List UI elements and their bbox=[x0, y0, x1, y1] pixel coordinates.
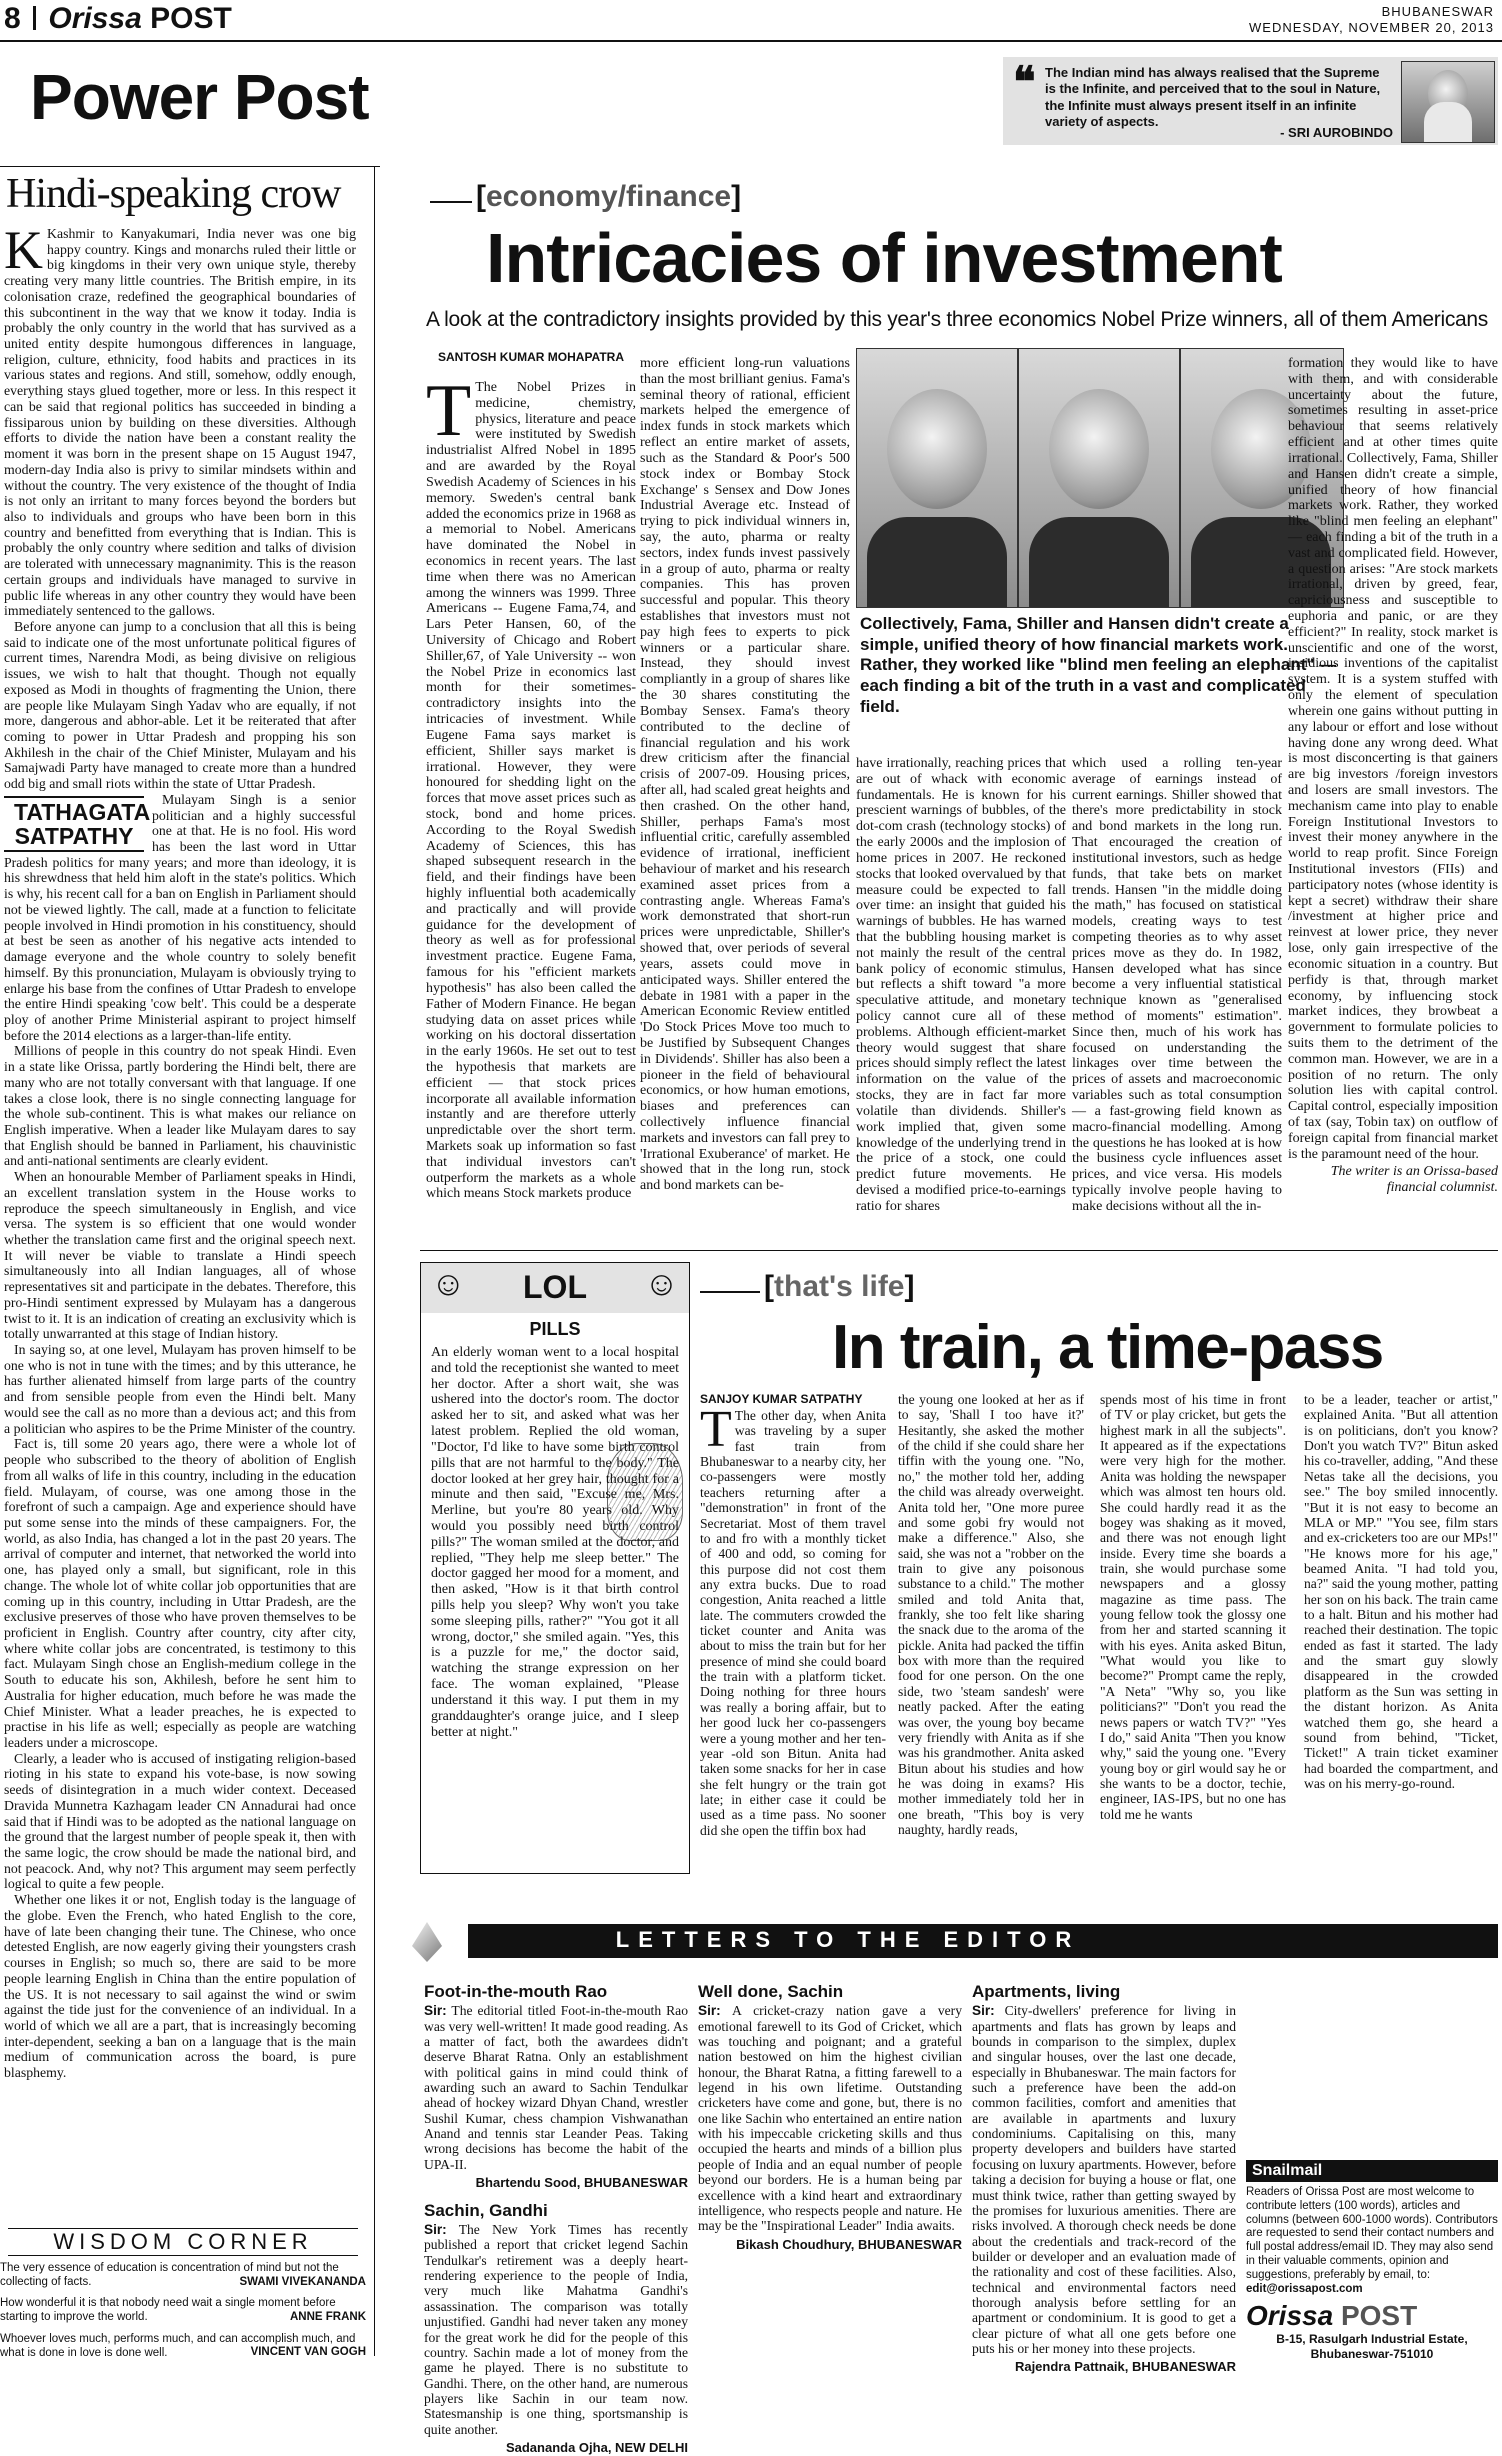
snailmail-box bbox=[1246, 2160, 1498, 2361]
snailmail-address bbox=[1246, 2332, 1498, 2361]
economy-author-note: The writer is an Orissa-based financial columnist. bbox=[1330, 1164, 1498, 1196]
left-para-3: Mulayam Singh is a senior politician and a highly successful one at that. He is no fool. His word has been the last word in Uttar Pradesh politics for many years; and more than ideology, it is his shrewdness that held him aloft in the state's politics. Which is why, his recent call for a ban on English in Parliament should not be viewed lightly. The call, made at a function to felicitate people involved in Hindi promotion in his constituency, should at best be seen as another of his negative acts intended to damage everyone and the whole country to solely benefit himself. By this pronunciation, Mulayam is obviously trying to enlarge his base from the confines of Uttar Pradesh to envelope the entire Hindi speaking 'cow belt'. This could be a desperate ploy of another Prime Ministerial aspirant to project himself before the 2014 elections as a larger-than-life entity. bbox=[4, 791, 357, 1043]
letter-1-title: Foot-in-the-mouth Rao bbox=[424, 1982, 608, 2001]
train-kicker: that's life bbox=[774, 1270, 905, 1303]
address-line-2: Bhubaneswar-751010 bbox=[1310, 2346, 1434, 2361]
portrait-aurobindo bbox=[1401, 61, 1495, 143]
snailmail-logo bbox=[1246, 2300, 1498, 2332]
snailmail-body: Readers of Orissa Post are most welcome to contribute letters (100 words), articles and columns (between 600-1000 words). Contributors are requested to send their contact numbers and full postal address/email ID. They may also send in their valuable comments, opinion and suggestions, preferably by email, to: bbox=[1246, 2186, 1498, 2281]
letter-4-sir: Sir: bbox=[972, 2003, 995, 2019]
wisdom-title: WISDOM CORNER bbox=[8, 2228, 358, 2256]
train-kicker-row bbox=[700, 1270, 915, 1304]
left-column-top-rule bbox=[0, 166, 380, 167]
page-number: 8 bbox=[4, 2, 21, 35]
lol-subtitle: PILLS bbox=[529, 1319, 581, 1339]
train-col-4: to be a leader, teacher or artist," explained Anita. "But all attention is on politicians, don't you know? Don't you watch TV?" Bitun asked his co-traveller, adding, "And these Netas take all the decisions, you see." The boy smiled innocently. "But it is not easy to become an MLA or MP." "You see, film stars and ex-cricketers too are our MPs!" "He knows more for his age," beamed Anita. "I had told you, na?" said the young mother, patting her son on his back. The train came to a halt. Bitun and his mother had reached their destination. The topic ended as fast it started. The lady and the smart guy slowly disappeared in the crowded platform as the Sun was setting in the distant horizon. As Anita watched them go, she heard a sound from behind, "Ticket, Ticket!" A train ticket examiner had boarded the compartment, and was on his merry-go-round. bbox=[1304, 1392, 1498, 1791]
snailmail-email-link[interactable]: edit@orissapost.com bbox=[1246, 2282, 1363, 2295]
left-para-6: In saying so, at one level, Mulayam has proven himself to be one who is not in tune with the times; and by this utterance, he has further alienated himself from large parts of the country and from sensible people from even the Hindi belt. Many would see the call as no more than a devious act; and this from a politician who aspires to be the Prime Minister of the country. bbox=[4, 1342, 356, 1436]
kicker-line bbox=[430, 201, 472, 203]
economy-headline: Intricacies of investment bbox=[486, 219, 1282, 297]
economy-col-4: which used a rolling ten-year average of earnings instead of current earnings. Shiller showed that there's more predictability in stock and bond markets in the long run. That encouraged the creation of institutional investors, such as hedge funds, that take bets on market trends. Hansen "in the middle doing the math," has focused on statistical models, creating ways to test competing theories as to why asset prices move as they do. In 1982, Hansen developed what has since become a very influential statistical technique known as "generalised method of moments" estimation". Since then, much of his work has focused on understanding the linkages over time between the prices of assets and macroeconomic variables such as total consumption — a fast-growing field known as macro-financial modelling. Among the questions he has looked at is how the business cycle influences asset prices, and vice versa. His models typically involve people having to make decisions without all the in- bbox=[1072, 756, 1282, 1214]
paper-name-suffix: POST bbox=[150, 2, 232, 35]
lol-title: LOL bbox=[523, 1269, 587, 1305]
train-col-1 bbox=[700, 1401, 886, 1838]
snailmail-logo-suffix: POST bbox=[1340, 2300, 1418, 2332]
masthead-rule bbox=[0, 40, 1502, 42]
letter-3-title: Well done, Sachin bbox=[698, 1982, 844, 2001]
wisdom-quote-3 bbox=[0, 2333, 366, 2358]
photo-shiller bbox=[1018, 348, 1180, 608]
photo-fama bbox=[856, 348, 1018, 608]
drop-cap-train: T bbox=[700, 1401, 732, 1458]
snailmail-logo-name: Orissa bbox=[1246, 2300, 1334, 2332]
masthead-left bbox=[4, 2, 232, 36]
economy-col-3: have irrationally, reaching prices that are out of whack with economic fundamentals. He is known for his prescient warnings of bubbles, of the dot-com crash (technology stocks) of the early 2000s and the implosion of home prices in 2007. He reckoned stocks that looked overvalued by that measure could be expected to fall over time: an insight that guided his warnings of bubbles. He has warned that the bubbling housing market is not mainly the result of the central bank policy of economic stimulus, but reflects a shift toward "a more speculative attitude, and monetary policy cannot cure all of these problems. Although efficient-market theory would suggest that share prices should simply reflect the latest information on the value of the stocks, they are in fact far more volatile than dividends. Shiller's work implied that, given some knowledge of the underlying trend in the price of a stock, one could predict future movements. He devised a modified price-to-earnings ratio for shares bbox=[856, 756, 1066, 1214]
kicker-bracket-open: [ bbox=[476, 180, 486, 213]
photo-caption: Collectively, Fama, Shiller and Hansen didn't create a simple, unified theory of how financial markets work. Rather, they worked like "blind men feeling an elephant" — each finding a bit of the truth in a vast and complicated field. bbox=[860, 614, 1337, 716]
letters-pen-icon bbox=[384, 1918, 474, 1966]
train-bracket-close: ] bbox=[904, 1270, 915, 1303]
quote-mark-icon: ❝ bbox=[1013, 58, 1036, 105]
letter-4-signature: Rajendra Pattnaik, BHUBANESWAR bbox=[1014, 2359, 1236, 2375]
snailmail-title: Snailmail bbox=[1246, 2160, 1498, 2182]
suit-shiller bbox=[1029, 517, 1169, 607]
letter-3-sir: Sir: bbox=[698, 2003, 721, 2019]
economy-kicker-row bbox=[430, 180, 1498, 214]
lol-text: An elderly woman went to a local hospital and told the receptionist she wanted to meet her doctor. After a short wait, she was ushered into the doctor's room. The doctor asked her to sit, and asked what was her latest problem. Replied the old woman, "Doctor, I'd like to have some birth control pills that are not harmful to the body." The doctor looked at her grey hair, thought for a minute and then said, "Excuse me, Mrs. Merline, but you're 80 years old. Why would you possibly need birth control pills?" The woman smiled at the doctor, and replied, "They help me sleep better." The doctor gagged her mood for a moment, and then asked, "How is it that birth control pills help you sleep? Why won't you take some sleeping pills, rather?" "You got it all wrong, doctor," she smiled again. "Yes, this is a puzzle for me," the doctor said, watching the strange expression on her face. The woman explained, "Please understand it this way. I put them in my granddaughter's orange juice, and I sleep better at night." bbox=[431, 1345, 679, 1740]
left-para-7: Fact is, till some 20 years ago, there were a whole lot of people who subscribed to the theory of abolition of English from all walks of life in this country, including in the education field. Mulayam, of course, was one among those in the forefront of such a campaign. Age and experience should have put some sense into the minds of these campaigners. For, the world, as also India, has changed a lot in the past 20 years. The arrival of computer and internet, that networked the world into one, has played only a small, but significant, role in this change. The whole lot of white collar job opportunities that are coming up in this country, including in Uttar Pradesh, are the exclusive preserves of those who have proven themselves to be proficient in English. Country after country, city after city, where white collar jobs are concentrated, is testimony to this fact. Mulayam Singh chose an English-medium college in the South to educate his son, Akhilesh, before he sent him to Australia for higher education, much before he was made the Chief Minister. What a leader preaches, he is expected to practise in his life as well; especially as people are watching leaders under a microscope. bbox=[4, 1436, 356, 1750]
pen-nib-shape bbox=[412, 1922, 442, 1962]
wisdom-quote-text-3: Whoever loves much, performs much, and can accomplish much, and what is done in love is done well. bbox=[0, 2332, 356, 2358]
city-label: BHUBANESWAR bbox=[1381, 4, 1494, 19]
train-col-1-text: The other day, when Anita was traveling by a super fast train from Bhubaneswar to a nearby city, her co-passengers were mostly teachers returning after a "demonstration" in front of the Secretariat. Most of them travel to and fro with a monthly ticket of 400 and odd, so coming for this purpose did not cost them any extra bucks. Due to road congestion, Anita reached a little late. The commuters crowded the ticket counter and Anita was about to miss the train but for her presence of mind she could board the train with a platform ticket. Doing nothing for three hours was really a boring affair, but to her good luck her co-passengers were a young mother and her ten-year -old son Bitun. Anita had taken some snacks for her in case she felt hungry or the train got late; in either case it could be used as a time pass. No sooner did she open the tiffin box had bbox=[700, 1408, 886, 1838]
economy-kicker: economy/finance bbox=[486, 180, 732, 213]
economy-byline: SANTOSH KUMAR MOHAPATRA bbox=[438, 350, 624, 364]
wisdom-quote-2 bbox=[0, 2297, 366, 2324]
wisdom-quote-text-2: How wonderful it is that nobody need wait a single moment before starting to improve the world. bbox=[0, 2297, 336, 2324]
suit-fama bbox=[867, 517, 1007, 607]
left-column-divider bbox=[374, 166, 375, 2356]
left-para-1: Kashmir to Kanyakumari, India never was one big happy country. Kings and monarchs ruled their little or big kingdoms in their very own unique style, thereby creating very many little countries. The British empire, in its colonisation craze, redefined the geographical boundaries of this subcontinent in the way that we know it today. India is probably the only country in the world that has survived as a united entity despite humongous differences in language, religion, culture, ethnicity, food habits and practices in its various states and regions. And still, somehow, oddly enough, everything stays glued together, more or less. In this respect it can be said that regional politics has succeeded in binding a fissiparous union by building on these diversities. Although efforts to divide the nation have been a constant reality the moment it was born in the present shape on 15 August 1947, modern-day India also is privy to similar mindsets within and without the country. The very existence of the thought of India is not only an irritant to many forces beyond the borders but also to individuals and groups who have been born in this country and benefitted from everything that is Indian. This is probably the only country where sedition and talks of division are tolerated with unnecessary magnanimity. This is the reason certain groups and individuals have managed to survive in public life whereas in any other country they would have been immediately sentenced to the gallows. bbox=[4, 226, 356, 619]
letter-col-2 bbox=[698, 1982, 962, 2252]
kicker-bracket-close: ] bbox=[731, 180, 742, 213]
left-para-9: Whether one likes it or not, English today is the language of the globe. Even the French, who hated English to the core, have of late been changing their tune. The Chinese, who once detested English, are now eagerly giving their youngsters crash courses in English; so much so, there are said to be more people learning English in China than the entire population of the US. It is not necessary to sail against the wind or swim against the tide just for the convenience of an individual. In a world of which we all are a part, that is increasingly becoming inter-dependent, seeking a ban on a language that is the main medium of communication across the board, is pure blasphemy. bbox=[4, 1892, 356, 2081]
author-box bbox=[4, 796, 151, 852]
laugh-icon-left: ☺ bbox=[431, 1265, 466, 1303]
lol-box bbox=[420, 1262, 690, 1874]
train-headline: In train, a time-pass bbox=[832, 1313, 1383, 1382]
train-byline: SANJOY KUMAR SATPATHY bbox=[700, 1392, 863, 1406]
face-shiller bbox=[1049, 389, 1149, 509]
quote-box bbox=[1003, 57, 1498, 145]
address-line-1: B-15, Rasulgarh Industrial Estate, bbox=[1276, 2332, 1468, 2347]
letter-1-signature: Bhartendu Sood, BHUBANESWAR bbox=[475, 2175, 688, 2191]
economy-col-5-text: formation they would like to have with them, and with considerable uncertainty about the future, sometimes resulting in asset-price behaviour that seems relatively efficient and at other times quite irrational. Collectively, Fama, Shiller and Hansen didn't create a simple, unified theory of how financial markets work. Rather, they worked like "blind men feeling an elephant" — each finding a bit of the truth in a vast and complicated field. However, a question arises: "Are stock markets irrational, driven by greed, fear, capriciousness and susceptible to euphoria and panic, or are they efficient?" In reality, stock market is unscientific and one of the worst, insidious inventions of the capitalist system. It is a system stuffed with only the element of speculation wherein one gains without putting in any labour or effort and lose without having done any wrong deed. What is most disconcerting is that gainers are big investors /foreign investors and losers are small investors. The mechanism came into play to enable Foreign Institutional Investors to invest their money anywhere in the world to reap profit. Since Foreign Institutional investors (FIIs) and participatory notes (whose identity is kept a secret) withdraw their share /investment at higher price and reinvest at lower price, they never lose, only gain irrespective of the economic situation in a country. But perfidy is that, through market economy, by influencing stock market indices, they browbeat a government to formulate policies to suits them to the detriment of the common man. However, we are in a position of no return. The only solution lies with capital control. Capital control, especially imposition of tax (say, Tobin tax) on outflow of foreign capital from financial market is the paramount need of the hour. bbox=[1288, 356, 1498, 1162]
author-first-name: TATHAGATA bbox=[14, 798, 151, 825]
left-para-5: When an honourable Member of Parliament speaks in Hindi, an excellent translation system in the House works to reproduce the speech simultaneously in English, and vice versa. The system is so efficient that one would wonder whether the translation came first and the original speech next. It will never be viable to translate a Hindi speech simultaneously into all Indian languages, all of whose representatives sit and participate in the debates. Therefore, this pro-Hindi sentiment expressed by Mulayam has a dangerous twist to it. It is an indication of creating an exclusivity which is totally unwarranted at this stage of Indian history. bbox=[4, 1169, 356, 1342]
snailmail-text bbox=[1246, 2186, 1498, 2296]
letter-3-text: A cricket-crazy nation gave a very emotional farewell to its God of Cricket, which was touching and poignant; and a grateful nation bestowed on him the highest civilian honour, the Bharat Ratna, a fitting farewell to a legend in his own lifetime. Outstanding cricketers have come and gone, but, there is no one like Sachin who entertained an entire nation with his impeccable cricketing skills and thus occupied the hearts and minds of a billion plus people of India and an equal number of people beyond our borders. He is a human being par excellence with a kind heart and extraordinary intelligence, who respects people and nature. He may be the "Inspirational Leader" India awaits. bbox=[698, 2003, 962, 2234]
quote-author: - SRI AUROBINDO bbox=[1280, 125, 1393, 140]
train-bracket-open: [ bbox=[764, 1270, 774, 1303]
wisdom-author-2: ANNE FRANK bbox=[289, 2310, 366, 2323]
economy-col-2: more efficient long-run valuations than the most brilliant genius. Fama's seminal theory of rational, efficient markets helped the emergence of index funds in stock markets which reflect an entire market of assets, such as the Standard & Poor's 500 stock index or Bombay Stock Exchange' s Sensex and Dow Jones Industrial Average etc. Instead of trying to pick individual winners in, say, the auto, pharma or realty sectors, index funds invest passively in a group of auto, pharma or realty companies. This has proven successful and popular. This theory establishes that investors must not pay high fees to experts to pick winners or a particular share. Instead, they should invest compliantly in a group of shares like the 30 shares constituting the Bombay Sensex. Fama's theory contributed to the decline of financial regulation and his work drew criticism after the financial crisis of 2007-09. Housing prices, after all, had scaled great heights and then crashed. On the other hand, Shiller, perhaps Fama's most influential critic, carefully assembled evidence of irrational, inefficient behaviour of market and his research examined asset prices from a contrasting angle. Whereas Fama's work demonstrated that short-run prices were unpredictable, Shiller's showed that, over periods of several years, assets could move in anticipated ways. Shiller entered the debate in 1981 with a paper in the American Economic Review entitled 'Do Stock Prices Move too much to be Justified by Subsequent Changes in Dividends'. Shiller has also been a pioneer in the field of behavioural economics, or how human emotions, biases and preferences can collectively influence financial markets and investors can fall prey to 'Irrational Exuberance' of market. He showed that in the long run, stock and bond markets can be- bbox=[640, 356, 850, 1194]
left-para-8: Clearly, a leader who is accused of instigating religion-based rioting in his state to expand his vote-base, is now sowing seeds of disintegration in a much wider context. Deceased Dravida Munnetra Kazhagam leader CN Annadurai had once said that if Hindi was to be adopted as the national language on the ground that the largest number of people speak it, then with the same logic, the crow should be made the national bird, and not peacock. And, why not? This argument may seem perfectly logical to quite a few people. bbox=[4, 1750, 356, 1892]
letters-banner-title: LETTERS TO THE EDITOR bbox=[615, 1927, 1081, 1952]
letter-2-title: Sachin, Gandhi bbox=[424, 2200, 548, 2220]
economy-deck: A look at the contradictory insights provided by this year's three economics Nobel Prize winners, all of them Americans bbox=[426, 308, 1488, 331]
economy-col-1-text: The Nobel Prizes in medicine, chemistry, physics, literature and peace were instituted by Swedish industrialist Alfred Nobel in 1895 and are awarded by the Royal Swedish Academy of Sciences in his memory. Sweden's central bank added the economics prize in 1968 as a memorial to Nobel. Americans have dominated the Nobel in economics in recent years. The last time when there was no American among the winners was 1999. Three Americans -- Eugene Fama,74, and Lars Peter Hansen, 60, of the University of Chicago and Robert Shiller,67, of Yale University -- won the Nobel Prize in economics last month for their sometimes-contradictory insights into the intricacies of investment. While Eugene Fama says market is efficient, Shiller says market is irrational. However, they were honoured for shedding light on the forces that move asset prices such as stock, bond and home prices. According to the Royal Swedish Academy of Sciences, this has shaped subsequent research in the field, and their findings have been highly influential both academically and practically and will provide guidance for the development of theory as well as for professional investment practice. Eugene Fama, famous for his "efficient markets hypothesis" has also been called the Father of Modern Finance. He began studying data on asset prices while working on his doctoral dissertation in the early 1960s. He set out to test the hypothesis that markets are efficient — that stock prices incorporate all available information instantly and are therefore utterly unpredictable over the short term. Markets soak up information so fast that individual investors can't outperform the markets as a whole which means Stock markets produce bbox=[426, 380, 636, 1202]
author-last-name: SATPATHY bbox=[14, 823, 134, 850]
train-col-3: spends most of his time in front of TV or play cricket, but gets the highest mark in all the subjects". It appeared as if the expectations were very high for the mother. Anita was holding the newspaper which was almost ten hours old. She could hardly read it as the bogey was shaking as it moved, and there was not enough light inside. Every time she boards a train, she would purchase some newspapers and a glossy magazine as time pass. The young fellow took the glossy one from her and started scanning it with his eyes. Anita asked Bitun, "What would you like to become?" Prompt came the reply, "A Neta" "Why so, you like politicians?" "Don't you read the news papers or watch TV?" "Yes I do," said Anita "Then you know why," said the young one. "Every young boy or girl would say he or she wants to be a doctor, techie, engineer, IAS-IPS, but no one has told me he wants bbox=[1100, 1392, 1286, 1822]
wisdom-quote-1 bbox=[0, 2262, 366, 2289]
letter-2-sir: Sir: bbox=[424, 2222, 447, 2238]
face-fama bbox=[887, 389, 987, 509]
nobel-photos bbox=[856, 348, 1342, 606]
train-kicker-line bbox=[700, 1291, 760, 1293]
letters-banner bbox=[384, 1918, 1498, 1966]
train-col-2: the young one looked at her as if to say, 'Shall I too have it?' Hesitantly, she asked the mother of the child if she could share her tiffin with the young one. "No, no," the mother told her, adding the child was already overweight. Anita told her, "One more puree and some gobi fry would not make a difference." Also, she said, she was not a "robber on the train to give any poisonous substance to a child." The mother smiled and told Anita that, frankly, she too felt like sharing the snack due to the aroma of the pickle. Anita had packed the tiffin box with more than the required food for one person. On the one side, two 'steam sandesh' were neatly packed. After the eating was over, the young boy became very friendly with Anita as if she was his grandmother. Anita asked Bitun about his studies and how he was doing in exams? His mother immediately told her in one breath, "This boy is very naughty, hardly reads, bbox=[898, 1392, 1084, 1838]
masthead-right bbox=[1249, 4, 1494, 37]
wisdom-author-3: VINCENT VAN GOGH bbox=[250, 2346, 366, 2358]
economy-col-5 bbox=[1288, 356, 1498, 1196]
drop-cap-t: T bbox=[426, 370, 472, 452]
wisdom-quote-text-1: The very essence of education is concentration of mind but not the collecting of facts. bbox=[0, 2262, 339, 2288]
portrait-beard bbox=[1424, 102, 1472, 142]
wisdom-author-1: SWAMI VIVEKANANDA bbox=[239, 2275, 366, 2288]
masthead-divider bbox=[33, 6, 36, 30]
letter-1-text: The editorial titled Foot-in-the-mouth Rao was very well-written! It made good reading. As a matter of fact, both the awardees didn't deserve Bharat Ratna. Only an establishment with political gains in mind could think of awarding such an award to Sachin Tendulkar ahead of hockey wizard Dhyan Chand, wrestler Sushil Kumar, chess champion Vishwanathan Anand and tennis star Leander Peas. Taking wrong decisions has become the habit of the UPA-II. bbox=[424, 2003, 688, 2172]
wisdom-corner bbox=[0, 2226, 366, 2358]
laugh-icon-right: ☺ bbox=[644, 1265, 679, 1303]
section-title: Power Post bbox=[30, 61, 369, 133]
paper-name: Orissa bbox=[48, 2, 142, 35]
letter-1-sir: Sir: bbox=[424, 2003, 447, 2019]
letter-4-text: City-dwellers' preference for living in apartments and flats has grown by leaps and bounds in comparison to the simplex, duplex and singular houses, over the last one decade, especially in Bhubaneswar. The main factors for such a preference have been the add-on common facilities, comfort and amenities that are available in apartments and luxury condominiums. Capitalising on this, many property developers and builders have started focusing on luxury apartments. However, before taking a decision for buying a house or flat, one must think twice, rather than getting swayed by the promises for luxurious amenities. There are risks involved. A thorough check needs be done about the credentials and track-record of the builder or developer and an evaluation made of the rationality and cost of these facilities. Also, technical and environmental factors need thorough analysis before settling for an apartment or condominium. It is good to get a clear picture of what all one gets before one puts his or her money into these projects. bbox=[972, 2003, 1237, 2357]
letter-3-signature: Bikash Choudhury, BHUBANESWAR bbox=[736, 2236, 962, 2252]
letter-2-text: The New York Times has recently published a report that cricket legend Sachin Tendulkar's retirement was a deeply heart-rendering experience to the people of India, very much like Mahatma Gandhi's assassination. The comparison was totally unjustified. Gandhi had never taken any money for the great work he did for the people of this country. Sachin made a lot of money from the game he played. There is no substitute to Gandhi. There, on the other hand, are numerous players like Sachin in our team now. Statesmanship is one thing, sportsmanship is quite another. bbox=[424, 2222, 688, 2437]
left-column-body bbox=[4, 220, 357, 2081]
drop-cap-k: K bbox=[4, 220, 43, 280]
economy-bottom-rule bbox=[420, 1250, 1498, 1251]
quote-text: The Indian mind has always realised that the Supreme is the Infinite, and perceived that to the soul in Nature, the Infinite must always present itself in an infinite variety of aspects. bbox=[1045, 65, 1381, 129]
left-headline: Hindi-speaking crow bbox=[6, 171, 341, 217]
left-para-2: Before anyone can jump to a conclusion that all this is being said to indicate one of the most unfortunate political figures of current times, Narendra Modi, as being divisive on religious issues, we wish to halt that thought. Though not equally exposed as Modi in thoughts of fragmenting the Union, there are people like Mulayam Singh Yadav who are equally, if not more, dangerous and abhor-able. Let it be reiterated that after coming to power in Uttar Pradesh and propping his son Akhilesh in the chair of the Chief Minister, Mulayam and his Samajwadi Party have managed to create more than a hundred odd big and small riots within the state of Uttar Pradesh. bbox=[4, 618, 356, 792]
letter-col-1 bbox=[424, 1982, 688, 2456]
left-para-4: Millions of people in this country do not speak Hindi. Even in a state like Orissa, partly bordering the Hindi belt, there are many who are not totally conversant with that language. If one takes a close look, there is no single connecting language for the whole sub-continent. This is what makes our reliance on English imperative. When a leader like Mulayam dares to say that English should be banned in Parliament, his chauvinistic and anti-national sentiments are clearly evident. bbox=[4, 1043, 356, 1169]
economy-col-1 bbox=[426, 370, 636, 1202]
letter-4-title: Apartments, living bbox=[972, 1982, 1121, 2001]
letter-col-3 bbox=[972, 1982, 1236, 2375]
date-label: WEDNESDAY, NOVEMBER 20, 2013 bbox=[1249, 20, 1494, 36]
letter-2-signature: Sadananda Ojha, NEW DELHI bbox=[505, 2440, 688, 2456]
